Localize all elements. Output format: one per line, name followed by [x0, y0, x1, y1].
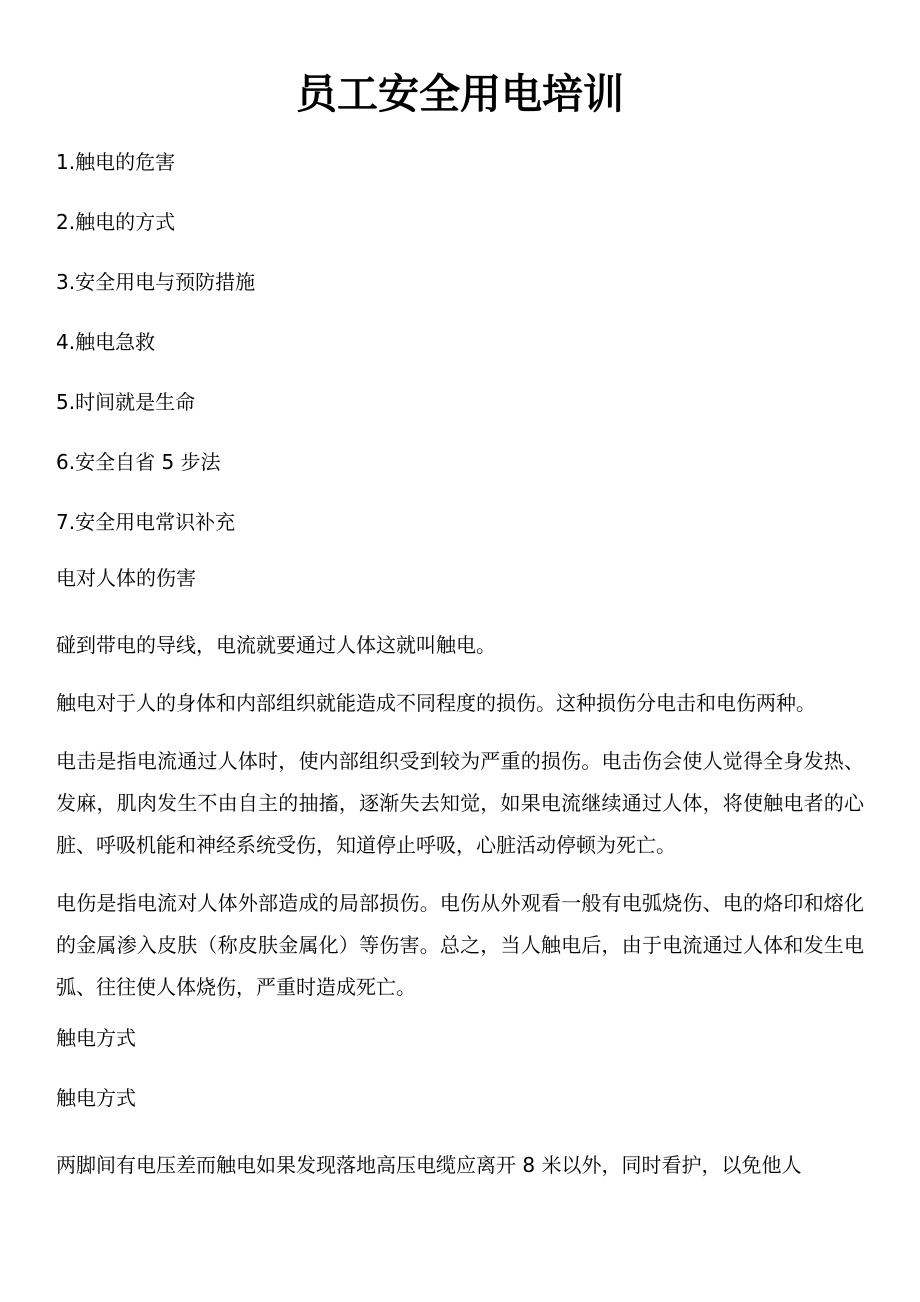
section-heading: 电对人体的伤害 — [56, 566, 196, 590]
section-shock-methods — [56, 1024, 864, 1186]
paragraph: 两脚间有电压差而触电如果发现落地高压电缆应离开 8 米以外，同时看护，以免他人 — [56, 1153, 802, 1177]
toc-item: 3.安全用电与预防措施 — [56, 270, 256, 294]
toc-item: 7.安全用电常识补充 — [56, 510, 236, 534]
paragraph: 碰到带电的导线，电流就要通过人体这就叫触电。 — [56, 633, 496, 657]
table-of-contents — [56, 148, 864, 536]
toc-item: 6.安全自省 5 步法 — [56, 450, 221, 474]
document-title: 员工安全用电培训 — [296, 70, 624, 118]
section-harm — [56, 564, 864, 1008]
paragraph: 电击是指电流通过人体时，使内部组织受到较为严重的损伤。电击伤会使人觉得全身发热、发麻，肌肉发生不由自主的抽搐，逐渐失去知觉，如果电流继续通过人体，将使触电者的心脏、呼吸机能和神经系统受伤，知道停止呼吸，心脏活动停顿为死亡。 — [56, 749, 864, 857]
toc-item: 1.触电的危害 — [56, 150, 176, 174]
paragraph: 电伤是指电流对人体外部造成的局部损伤。电伤从外观看一般有电弧烧伤、电的烙印和熔化的金属渗入皮肤（称皮肤金属化）等伤害。总之，当人触电后，由于电流通过人体和发生电弧、往往使人体烧伤，严重时造成死亡。 — [56, 891, 864, 999]
toc-item: 4.触电急救 — [56, 330, 156, 354]
toc-item: 5.时间就是生命 — [56, 390, 196, 414]
section-heading: 触电方式 — [56, 1026, 136, 1050]
section-subheading: 触电方式 — [56, 1086, 136, 1110]
paragraph: 触电对于人的身体和内部组织就能造成不同程度的损伤。这种损伤分电击和电伤两种。 — [56, 691, 816, 715]
toc-item: 2.触电的方式 — [56, 210, 176, 234]
